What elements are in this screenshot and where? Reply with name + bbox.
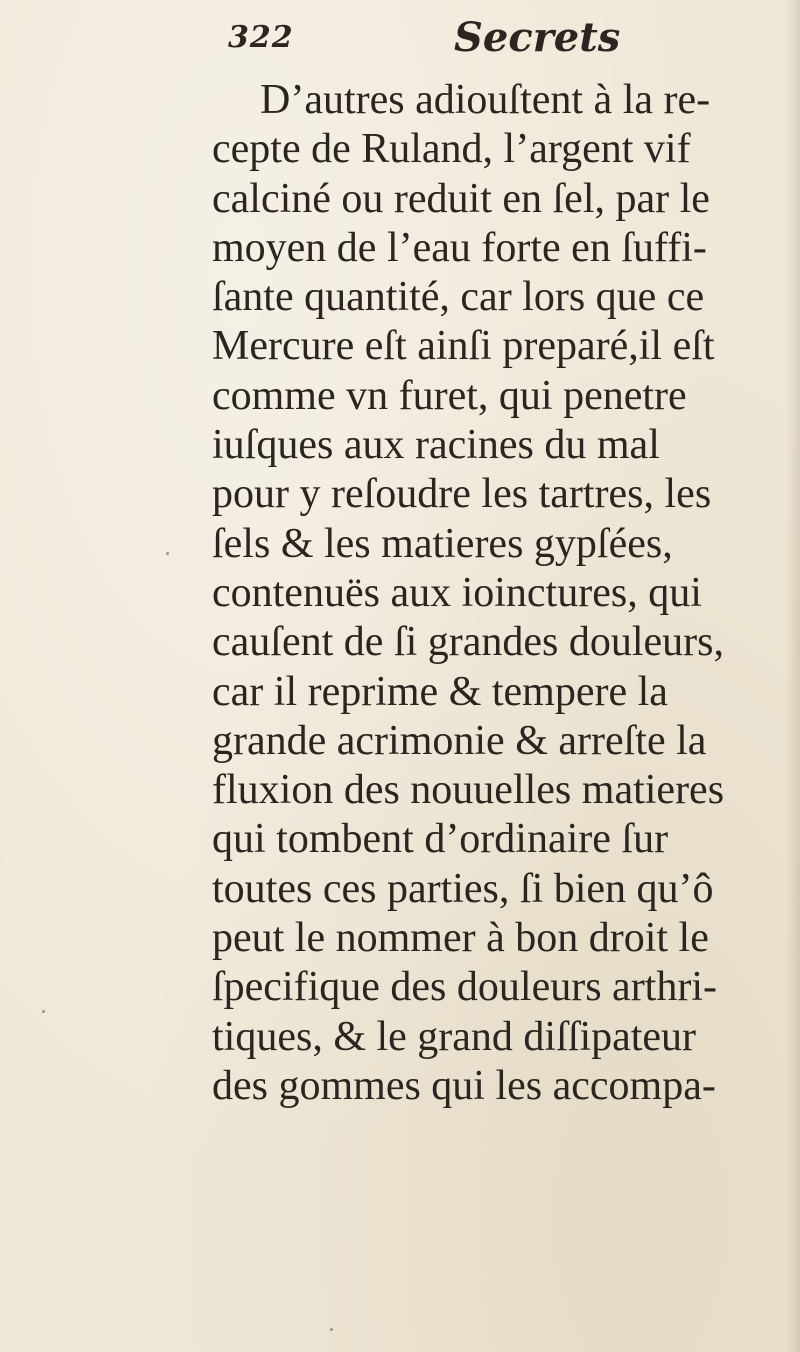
paper-speck [42,1010,45,1013]
text-line: ſpecifique des douleurs arthri- [212,964,717,1011]
text-line: Mercure eſt ainſi preparé,il eſt [212,323,715,370]
text-line: contenuës aux ioinctures, qui [212,569,702,616]
paper-speck [166,552,169,555]
text-line: qui tombent d’ordinaire ſur [212,816,669,863]
text-line: grande acrimonie & arreſte la [212,717,707,764]
text-line: calciné ou reduit en ſel, par le [212,175,710,222]
page-number: 322 [228,20,294,55]
text-line: ſante quantité, car lors que ce [212,274,705,321]
text-line: des gommes qui les accompa- [212,1062,716,1109]
text-line: moyen de l’eau forte en ſuffi- [212,224,707,271]
text-line: comme vn furet, qui penetre [212,372,687,419]
text-line: fluxion des nouuelles matieres [212,767,725,814]
paper-speck [330,1328,333,1331]
text-line: toutes ces parties, ſi bien qu’ô [212,865,714,912]
text-line: car il reprime & tempere la [212,668,668,715]
text-line: iuſques aux racines du mal [212,422,660,469]
running-head [228,10,621,70]
text-line: pour y reſoudre les tartres, les [212,471,712,518]
text-line: cauſent de ſi grandes douleurs, [212,619,724,666]
body-text [212,76,768,1111]
text-line: D’autres adiouſtent à la re- [260,77,711,123]
text-line: cepte de Ruland, l’argent vif [212,126,691,173]
running-title: Secrets [454,14,621,61]
page-edge-shadow [786,0,800,1352]
text-line: tiques, & le grand diſſipateur [212,1013,697,1060]
text-line: ſels & les matieres gypſées, [212,520,673,567]
text-line: peut le nommer à bon droit le [212,915,709,962]
